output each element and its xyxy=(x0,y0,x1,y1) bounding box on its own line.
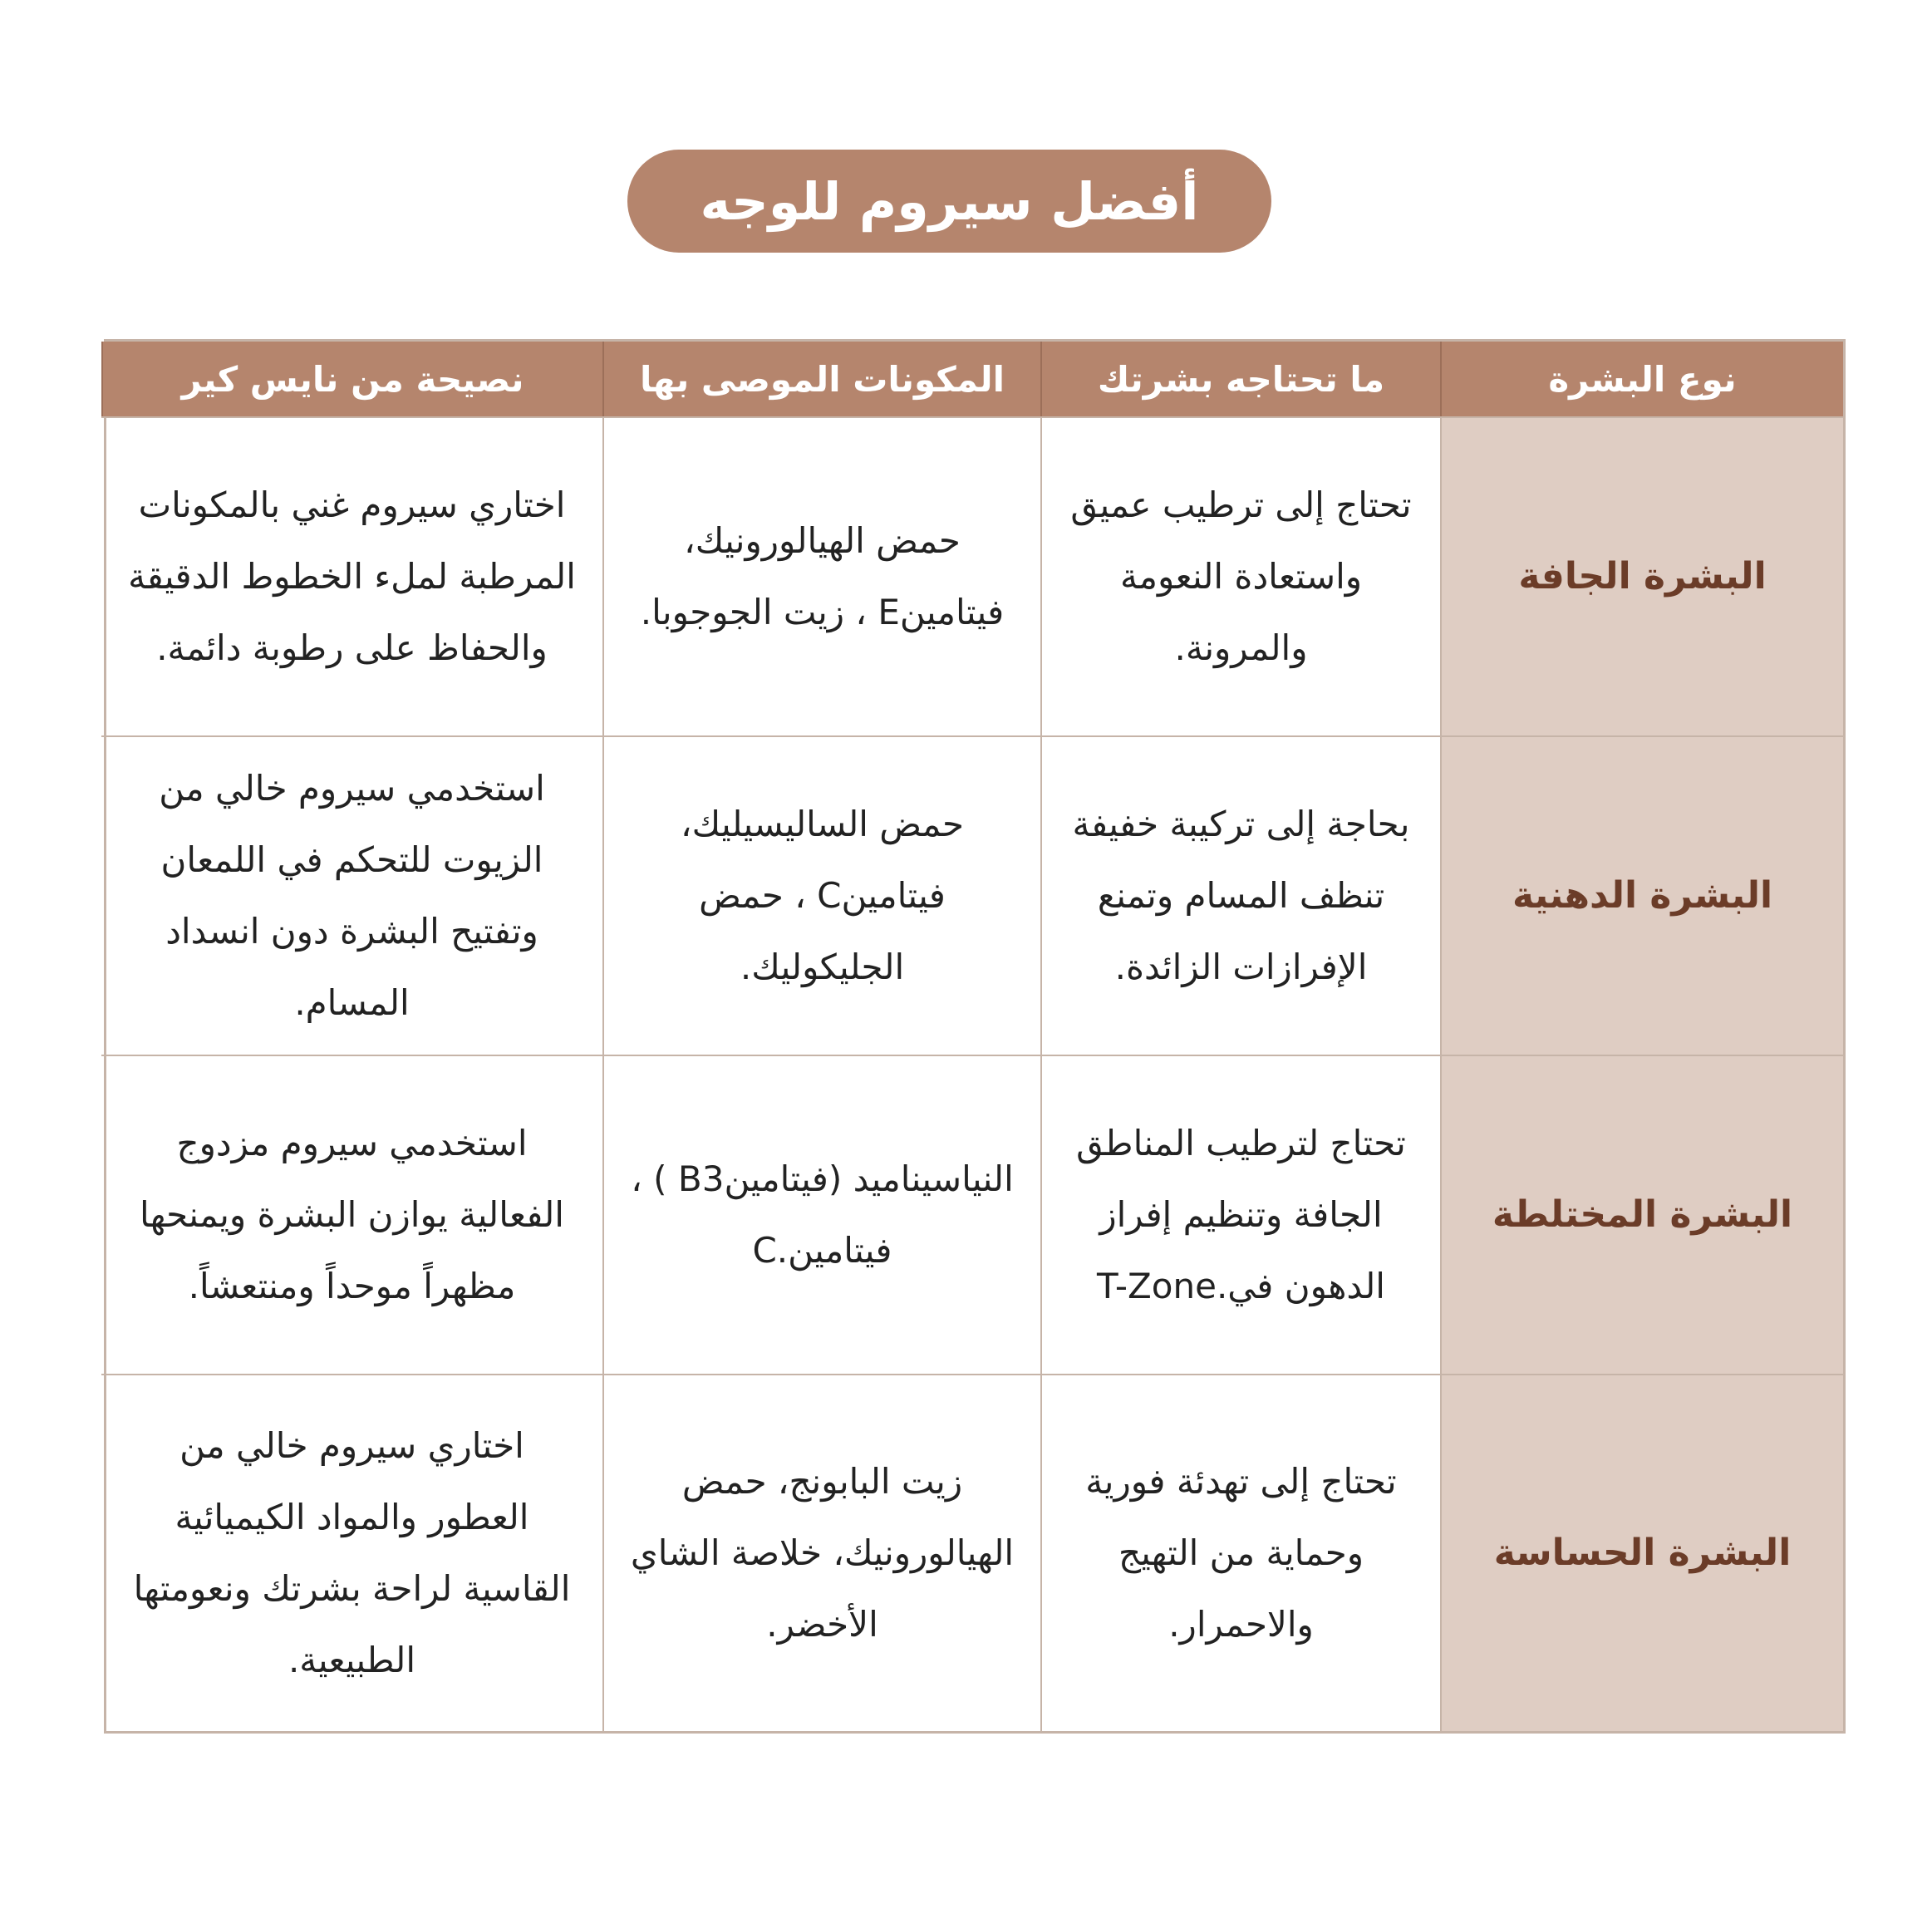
header-advice: نصيحة من نايس كير xyxy=(101,342,602,416)
row-skin-type: البشرة الدهنية xyxy=(1440,735,1843,1055)
row-skin-type: البشرة المختلطة xyxy=(1440,1055,1843,1374)
row-advice: اختاري سيروم خالي من العطور والمواد الكيميائية القاسية لراحة بشرتك ونعومتها الطبيعية. xyxy=(101,1374,602,1731)
row-advice: اختاري سيروم غني بالمكونات المرطبة لملء الخطوط الدقيقة والحفاظ على رطوبة دائمة. xyxy=(101,416,602,735)
page-title: أفضل سيروم للوجه xyxy=(627,150,1271,253)
row-needs: تحتاج إلى تهدئة فورية وحماية من التهيج والاحمرار. xyxy=(1040,1374,1440,1731)
row-needs: تحتاج لترطيب المناطق الجافة وتنظيم إفراز الدهون في.T-Zone xyxy=(1040,1055,1440,1374)
row-needs: تحتاج إلى ترطيب عميق واستعادة النعومة والمرونة. xyxy=(1040,416,1440,735)
header-ingredients: المكونات الموصى بها xyxy=(602,342,1040,416)
row-ingredients: حمض الهيالورونيك، فيتامينE ، زيت الجوجوبا. xyxy=(602,416,1040,735)
row-needs: بحاجة إلى تركيبة خفيفة تنظف المسام وتمنع الإفرازات الزائدة. xyxy=(1040,735,1440,1055)
row-ingredients: حمض الساليسيليك، فيتامينC ، حمض الجليكوليك. xyxy=(602,735,1040,1055)
row-advice: استخدمي سيروم مزدوج الفعالية يوازن البشرة ويمنحها مظهراً موحداً ومنتعشاً. xyxy=(101,1055,602,1374)
row-skin-type: البشرة الحساسة xyxy=(1440,1374,1843,1731)
serum-table xyxy=(104,339,1846,1734)
row-ingredients: النياسيناميد (فيتامينB3 ) ، فيتامين.C xyxy=(602,1055,1040,1374)
header-needs: ما تحتاجه بشرتك xyxy=(1040,342,1440,416)
row-advice: استخدمي سيروم خالي من الزيوت للتحكم في اللمعان وتفتيح البشرة دون انسداد المسام. xyxy=(101,735,602,1055)
header-skin-type: نوع البشرة xyxy=(1440,342,1843,416)
row-ingredients: زيت البابونج، حمض الهيالورونيك، خلاصة الشاي الأخضر. xyxy=(602,1374,1040,1731)
row-skin-type: البشرة الجافة xyxy=(1440,416,1843,735)
